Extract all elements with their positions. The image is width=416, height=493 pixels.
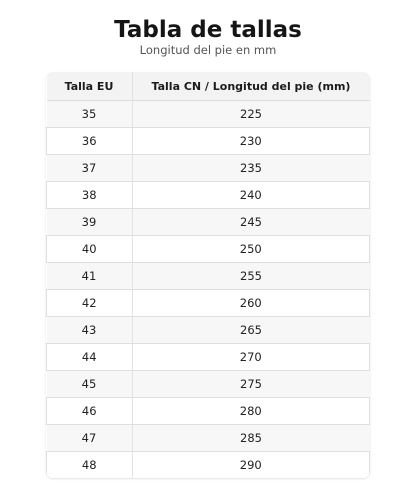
cell-foot-length: 235 bbox=[132, 155, 370, 182]
table-row bbox=[47, 263, 370, 290]
cell-eu-size: 35 bbox=[47, 101, 133, 128]
cell-eu-size: 36 bbox=[47, 128, 133, 155]
cell-foot-length: 290 bbox=[132, 452, 370, 479]
table-row bbox=[47, 371, 370, 398]
table-row bbox=[47, 155, 370, 182]
cell-foot-length: 280 bbox=[132, 398, 370, 425]
cell-eu-size: 45 bbox=[47, 371, 133, 398]
cell-eu-size: 37 bbox=[47, 155, 133, 182]
cell-eu-size: 41 bbox=[47, 263, 133, 290]
table-row bbox=[47, 101, 370, 128]
cell-foot-length: 275 bbox=[132, 371, 370, 398]
header-row bbox=[47, 72, 370, 101]
cell-eu-size: 40 bbox=[47, 236, 133, 263]
page-title: Tabla de tallas bbox=[114, 17, 302, 43]
table-row bbox=[47, 452, 370, 479]
page-subtitle: Longitud del pie en mm bbox=[139, 43, 277, 57]
cell-foot-length: 245 bbox=[132, 209, 370, 236]
cell-foot-length: 230 bbox=[132, 128, 370, 155]
cell-foot-length: 270 bbox=[132, 344, 370, 371]
table-row bbox=[47, 344, 370, 371]
cell-foot-length: 225 bbox=[132, 101, 370, 128]
table-header bbox=[47, 72, 370, 101]
cell-foot-length: 250 bbox=[132, 236, 370, 263]
cell-eu-size: 38 bbox=[47, 182, 133, 209]
size-table-container bbox=[46, 72, 370, 478]
cell-foot-length: 260 bbox=[132, 290, 370, 317]
cell-foot-length: 265 bbox=[132, 317, 370, 344]
cell-foot-length: 285 bbox=[132, 425, 370, 452]
table-row bbox=[47, 290, 370, 317]
table-body bbox=[47, 101, 370, 479]
table-row bbox=[47, 182, 370, 209]
table-row bbox=[47, 425, 370, 452]
table-row bbox=[47, 128, 370, 155]
cell-eu-size: 47 bbox=[47, 425, 133, 452]
size-table bbox=[46, 72, 370, 478]
cell-eu-size: 42 bbox=[47, 290, 133, 317]
cell-eu-size: 44 bbox=[47, 344, 133, 371]
table-row bbox=[47, 236, 370, 263]
cell-foot-length: 255 bbox=[132, 263, 370, 290]
cell-eu-size: 39 bbox=[47, 209, 133, 236]
table-row bbox=[47, 398, 370, 425]
table-row bbox=[47, 209, 370, 236]
cell-eu-size: 46 bbox=[47, 398, 133, 425]
cell-eu-size: 48 bbox=[47, 452, 133, 479]
column-header-cn-size-length: Talla CN / Longitud del pie (mm) bbox=[132, 72, 370, 101]
cell-eu-size: 43 bbox=[47, 317, 133, 344]
cell-foot-length: 240 bbox=[132, 182, 370, 209]
column-header-eu-size: Talla EU bbox=[47, 72, 133, 101]
table-row bbox=[47, 317, 370, 344]
